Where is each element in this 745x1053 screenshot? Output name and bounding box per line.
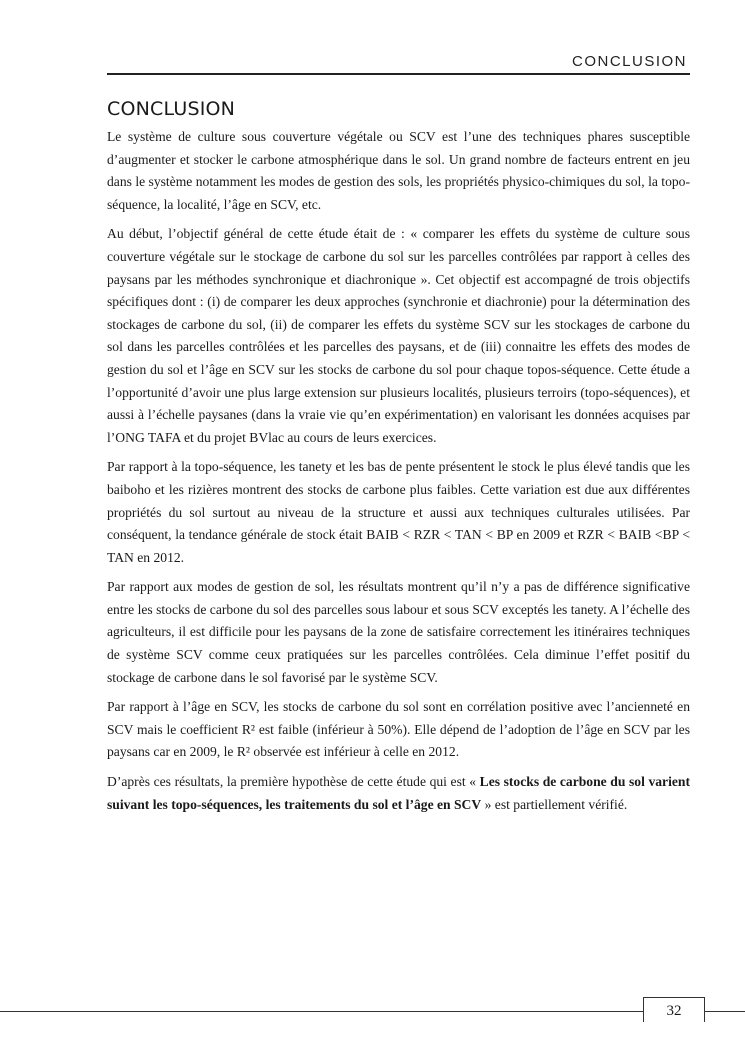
- footer-rule-left: [0, 1011, 643, 1012]
- paragraph-4: Par rapport aux modes de gestion de sol, les résultats montrent qu’il n’y a pas de différence significative entre les stocks de carbone du sol des parcelles sous labour et sous SCV exceptés les tanety. A l’échelle des agriculteurs, il est difficile pour les paysans de la zone de satisfaire correctement les itinéraires techniques de système SCV comme ceux pratiquées sur les parcelles contrôlées. Cela diminue l’effet positif du stockage de carbone dans le sol favorisé par le système SCV.: [107, 579, 690, 685]
- hypothesis-conclusion: » est partiellement vérifié.: [481, 796, 628, 812]
- paragraph-6: [107, 771, 690, 816]
- page-content: [107, 98, 690, 823]
- page-number: 32: [643, 997, 705, 1022]
- hypothesis-statement: Les stocks de carbone du sol varient suivant les topo-séquences, les traitements du sol et l’âge en SCV: [107, 774, 690, 812]
- paragraph-2: Au début, l’objectif général de cette étude était de : « comparer les effets du système de culture sous couverture végétale sur le stockage de carbone du sol sur les parcelles contrôlées par rapport à celles des paysans par les méthodes synchronique et diachronique ». Cet objectif est accompagné de trois objectifs spécifiques dont : (i) de comparer les deux approches (synchronie et diachronie) pour la détermination des stockages de carbone du sol, (ii) de comparer les effets du système SCV sur les stockages de carbone du sol dans les parcelles contrôlées et les parcelles des paysans, et de (iii) connaitre les effets des modes de gestion du sol et l’âge en SCV sur les stocks de carbone du sol pour chaque topos-séquence. Cette étude a l’opportunité d’avoir une plus large extension sur plusieurs localités, plusieurs terroirs (topo-séquences), et aussi à l’échelle paysanes (dans la vraie vie qu’en expérimentation) en valorisant les données acquises par l’ONG TAFA et du projet BVlac au cours de leurs exercices.: [107, 226, 690, 445]
- hypothesis-intro: D’après ces résultats, la première hypothèse de cette étude qui est «: [107, 774, 480, 790]
- paragraph-3: Par rapport à la topo-séquence, les tanety et les bas de pente présentent le stock le plus élevé tandis que les baiboho et les rizières montrent des stocks de carbone plus faibles. Cette variation est due aux différentes propriétés du sol surtout au niveau de la structure et aussi aux techniques culturales utilisées. Par conséquent, la tendance générale de stock était BAIB < RZR < TAN < BP en 2009 et RZR < BAIB <BP < TAN en 2012.: [107, 459, 690, 565]
- running-header-title: CONCLUSION: [571, 53, 687, 70]
- section-heading: CONCLUSION: [107, 98, 236, 120]
- paragraph-1: Le système de culture sous couverture végétale ou SCV est l’une des techniques phares susceptible d’augmenter et stocker le carbone atmosphérique dans le sol. Un grand nombre de facteurs entrent en jeu dans le système notamment les modes de gestion des sols, les propriétés physico-chimiques du sol, la topo-séquence, la localité, l’âge en SCV, etc.: [107, 129, 690, 212]
- header-rule: [107, 73, 690, 75]
- paragraph-5: Par rapport à l’âge en SCV, les stocks de carbone du sol sont en corrélation positive avec l’ancienneté en SCV mais le coefficient R² est faible (inférieur à 50%). Elle dépend de l’adoption de l’âge en SCV par les paysans car en 2009, le R² observée est inférieur à celle en 2012.: [107, 699, 690, 760]
- footer-rule-right: [703, 1011, 745, 1012]
